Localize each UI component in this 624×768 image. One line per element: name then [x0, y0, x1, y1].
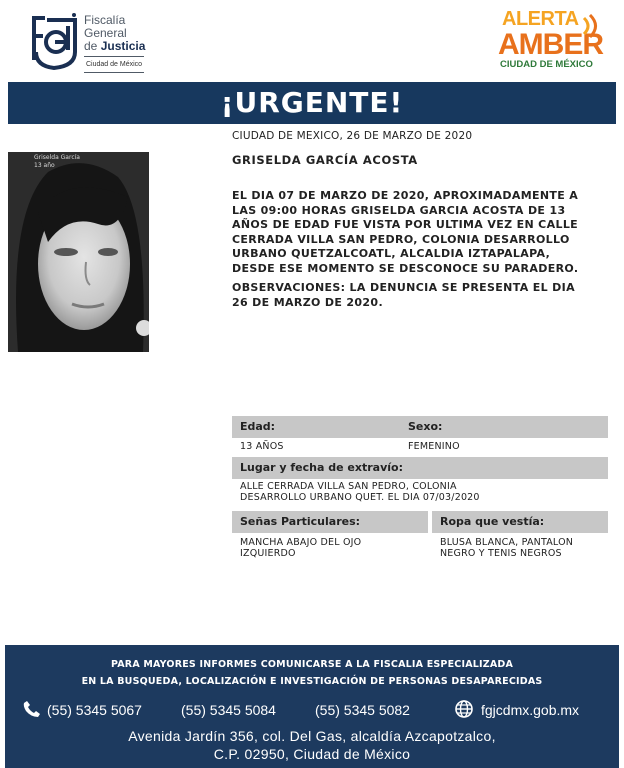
fgj-line4: Ciudad de México: [84, 56, 144, 73]
marks-value: MANCHA ABAJO DEL OJO IZQUIERDO: [240, 537, 362, 559]
age-value: 13 AÑOS: [240, 441, 284, 452]
place-label: Lugar y fecha de extravío:: [232, 457, 608, 479]
missing-person-photo: [8, 152, 149, 352]
date-line: CIUDAD DE MEXICO, 26 DE MARZO DE 2020: [232, 130, 473, 142]
clothes-value: BLUSA BLANCA, PANTALON NEGRO Y TENIS NEGROS: [440, 537, 574, 559]
fgj-logo-icon: [30, 12, 80, 70]
signal-waves-icon: [580, 14, 602, 38]
info-line1: PARA MAYORES INFORMES COMUNICARSE A LA FISCALIA ESPECIALIZADA: [110, 659, 514, 670]
missing-person-name: GRISELDA GARCÍA ACOSTA: [232, 153, 418, 167]
urgent-banner: ¡URGENTE!: [8, 82, 616, 124]
alerta-amber-logo: [498, 8, 602, 72]
photo-caption: Griselda García 13 año: [34, 154, 80, 169]
portrait-image: [8, 152, 149, 352]
amber-line3: CIUDAD DE MÉXICO: [500, 59, 593, 70]
marks-label: Señas Particulares:: [232, 511, 428, 533]
contact-footer: [5, 645, 619, 768]
fgj-wordmark: [84, 14, 145, 73]
amber-line2: AMBER: [498, 28, 603, 61]
fgj-line2: General: [84, 26, 127, 40]
clothes-label: Ropa que vestía:: [432, 511, 608, 533]
sex-label: Sexo:: [408, 420, 443, 433]
phone-number-2[interactable]: (55) 5345 5084: [181, 702, 276, 718]
website-link[interactable]: fgjcdmx.gob.mx: [481, 702, 580, 718]
observations: OBSERVACIONES: LA DENUNCIA SE PRESENTA EL DIA 26 DE MARZO DE 2020.: [232, 281, 575, 309]
phone-number-1[interactable]: (55) 5345 5067: [47, 702, 142, 718]
info-line2: EN LA BUSQUEDA, LOCALIZACIÓN E INVESTIGACIÓN DE PERSONAS DESAPARECIDAS: [81, 676, 543, 687]
address-line2: C.P. 02950, Ciudad de México: [213, 746, 411, 762]
incident-description: EL DIA 07 DE MARZO DE 2020, APROXIMADAMENTE A LAS 09:00 HORAS GRISELDA GARCIA ACOSTA DE 13 AÑOS DE EDAD FUE VISTA POR ULTIMA VEZ EN CALLE CERRADA VILLA SAN PEDRO, COLONIA DESARROLLO URBANO QUETZALCOATL, ALCALDIA IZTAPALAPA, DESDE ESE MOMENTO SE DESCONOCE SU PARADERO.: [232, 189, 579, 275]
place-value: ALLE CERRADA VILLA SAN PEDRO, COLONIA DESARROLLO URBANO QUET. EL DIA 07/03/2020: [240, 481, 480, 503]
age-sex-header: [232, 416, 608, 438]
fgj-line3: de Justicia: [84, 39, 146, 53]
sex-value: FEMENINO: [408, 441, 460, 452]
age-label: Edad:: [240, 420, 276, 433]
phone-icon: [23, 700, 41, 718]
phone-number-3[interactable]: (55) 5345 5082: [315, 702, 410, 718]
address-line1: Avenida Jardín 356, col. Del Gas, alcaldía Azcapotzalco,: [128, 728, 496, 744]
amber-line1: ALERTA: [502, 8, 579, 30]
globe-icon: [455, 700, 473, 718]
fgj-line1: Fiscalía: [84, 13, 126, 27]
